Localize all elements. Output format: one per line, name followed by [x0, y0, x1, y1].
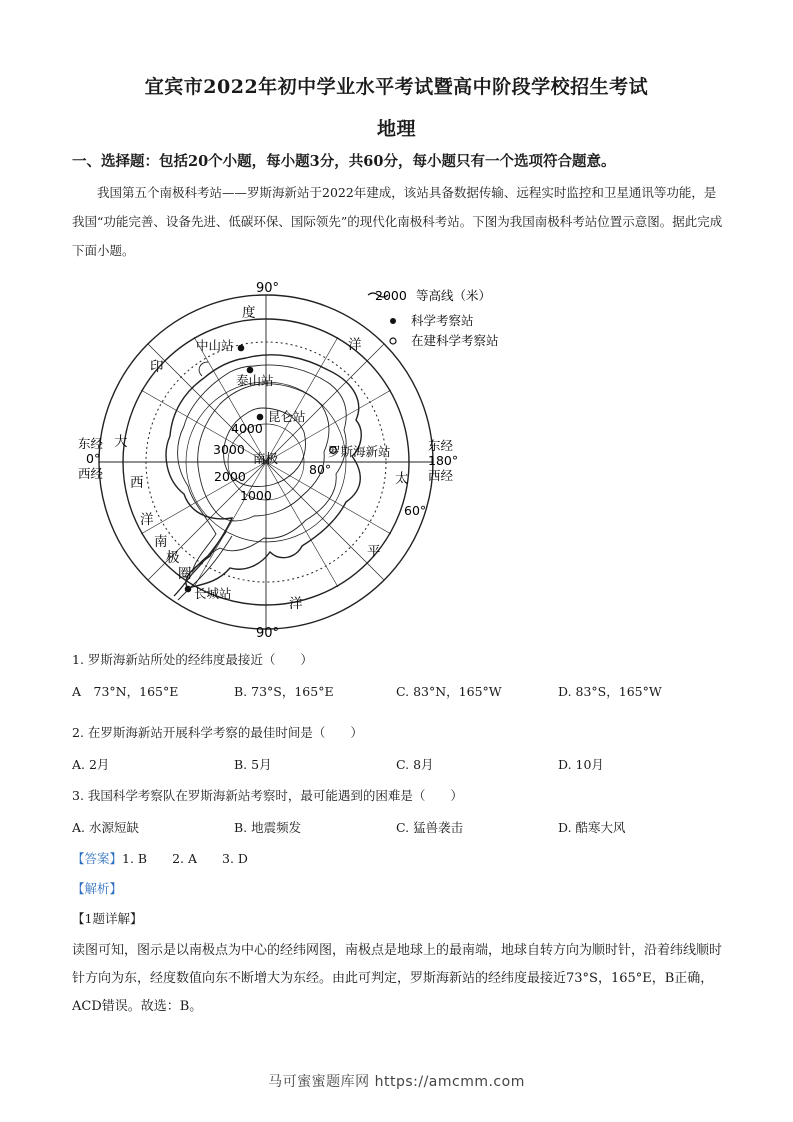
contour-2000: 2000: [214, 469, 246, 484]
question-1-stem: 1. 罗斯海新站所处的经纬度最接近（ ）: [72, 652, 313, 667]
top-longitude-label: 90°: [256, 281, 280, 296]
detail-label: 【1题详解】: [72, 911, 143, 926]
kunlun-station-dot: [257, 414, 264, 421]
exam-title: 宜宾市2022年初中学业水平考试暨高中阶段学校招生考试: [144, 76, 649, 98]
q2-option-d[interactable]: D. 10月: [558, 757, 604, 772]
zhongshan-station-dot: [238, 345, 245, 352]
ocean-pacific-3: 洋: [289, 596, 303, 612]
antarctic-circle-2: 极: [166, 550, 180, 566]
changcheng-label: 长城站: [194, 586, 232, 601]
subject-title: 地理: [376, 118, 416, 140]
changcheng-station-dot: [185, 586, 192, 593]
detail-text: 读图可知，图示是以南极点为中心的经纬网图，南极点是地球上的最南端，地球自转方向为顺时针，沿着纬线顺时针方向为东，经度数值向东不断增大为东经。由此可判定，罗斯海新站的经纬度最接近73°S，165°E，B正确，ACD错误。故选：B。: [72, 943, 723, 1014]
q3-option-d[interactable]: D. 酷寒大风: [558, 820, 626, 835]
q1-option-a[interactable]: A 73°N，165°E: [72, 684, 179, 699]
left-lon-east: 东经: [78, 436, 104, 451]
q1-option-b[interactable]: B. 73°S，165°E: [234, 684, 334, 699]
q1-option-d[interactable]: D. 83°S，165°W: [558, 684, 662, 699]
legend-contour-label: 等高线（米）: [416, 288, 492, 303]
lat-60-label: 60°: [404, 503, 427, 518]
contour-4000: 4000: [231, 421, 263, 436]
ocean-indian-1: 印: [150, 359, 164, 375]
q3-option-a[interactable]: A. 水源短缺: [72, 820, 139, 835]
zhongshan-label: 中山站: [196, 338, 234, 353]
answer-label: 【答案】: [72, 851, 123, 866]
rosssea-label: 罗斯海新站: [328, 444, 391, 459]
legend-station-label: 科学考察站: [411, 313, 474, 328]
ocean-atlantic-3: 洋: [140, 512, 154, 528]
contour-1000: 1000: [240, 488, 272, 503]
intro-paragraph: 我国第五个南极科考站——罗斯海新站于2022年建成，该站具备数据传输、远程实时监控和卫星通讯等功能，是我国“功能完善、设备先进、低碳环保、国际领先”的现代化南极科考站。下图为我国南极科考站位置示意图。据此完成下面小题。: [72, 185, 723, 258]
analysis-label: 【解析】: [72, 881, 123, 896]
q2-option-c[interactable]: C. 8月: [396, 757, 434, 772]
ocean-pacific-2: 平: [367, 544, 381, 560]
q3-option-b[interactable]: B. 地震频发: [234, 820, 302, 835]
ocean-indian-3: 洋: [348, 337, 362, 353]
q2-option-a[interactable]: A. 2月: [72, 757, 110, 772]
right-lon-180: 180°: [428, 453, 459, 468]
pole-label: 南极: [253, 451, 279, 466]
footer-watermark: 马可蜜蜜题库网 https://amcmm.com: [268, 1074, 525, 1090]
right-lon-east: 东经: [428, 438, 454, 453]
question-2-stem: 2. 在罗斯海新站开展科学考察的最佳时间是（ ）: [72, 725, 363, 740]
antarctica-map: [70, 278, 530, 643]
q3-option-c[interactable]: C. 猛兽袭击: [396, 820, 464, 835]
answer-text: 1. B 2. A 3. D: [122, 851, 248, 866]
contour-3000: 3000: [213, 442, 245, 457]
kunlun-label: 昆仑站: [268, 409, 306, 424]
antarctic-circle-3: 圈: [178, 566, 192, 582]
map-legend: [368, 288, 499, 348]
q2-option-b[interactable]: B. 5月: [234, 757, 272, 772]
right-lon-west: 西经: [428, 468, 454, 483]
ocean-atlantic-1: 大: [114, 434, 128, 450]
antarctic-circle-1: 南: [154, 534, 168, 550]
ocean-pacific-1: 太: [395, 471, 409, 487]
question-3-stem: 3. 我国科学考察队在罗斯海新站考察时，最可能遇到的困难是（ ）: [72, 788, 463, 803]
ocean-indian-2: 度: [242, 305, 256, 321]
legend-new-station-label: 在建科学考察站: [411, 333, 499, 348]
legend-contour-value: 2000: [375, 288, 407, 303]
section-heading: 一、选择题：包括20个小题，每小题3分，共60分，每小题只有一个选项符合题意。: [72, 153, 616, 170]
left-lon-zero: 0°: [86, 451, 101, 466]
left-lon-west: 西经: [78, 466, 104, 481]
answer-line: [72, 849, 248, 867]
taishan-label: 泰山站: [236, 373, 274, 388]
continent-coastline: [166, 355, 361, 588]
lat-80-label: 80°: [309, 462, 332, 477]
ocean-atlantic-2: 西: [130, 475, 144, 491]
q1-option-c[interactable]: C. 83°N，165°W: [396, 684, 502, 699]
bottom-longitude-label: 90°: [256, 626, 280, 641]
